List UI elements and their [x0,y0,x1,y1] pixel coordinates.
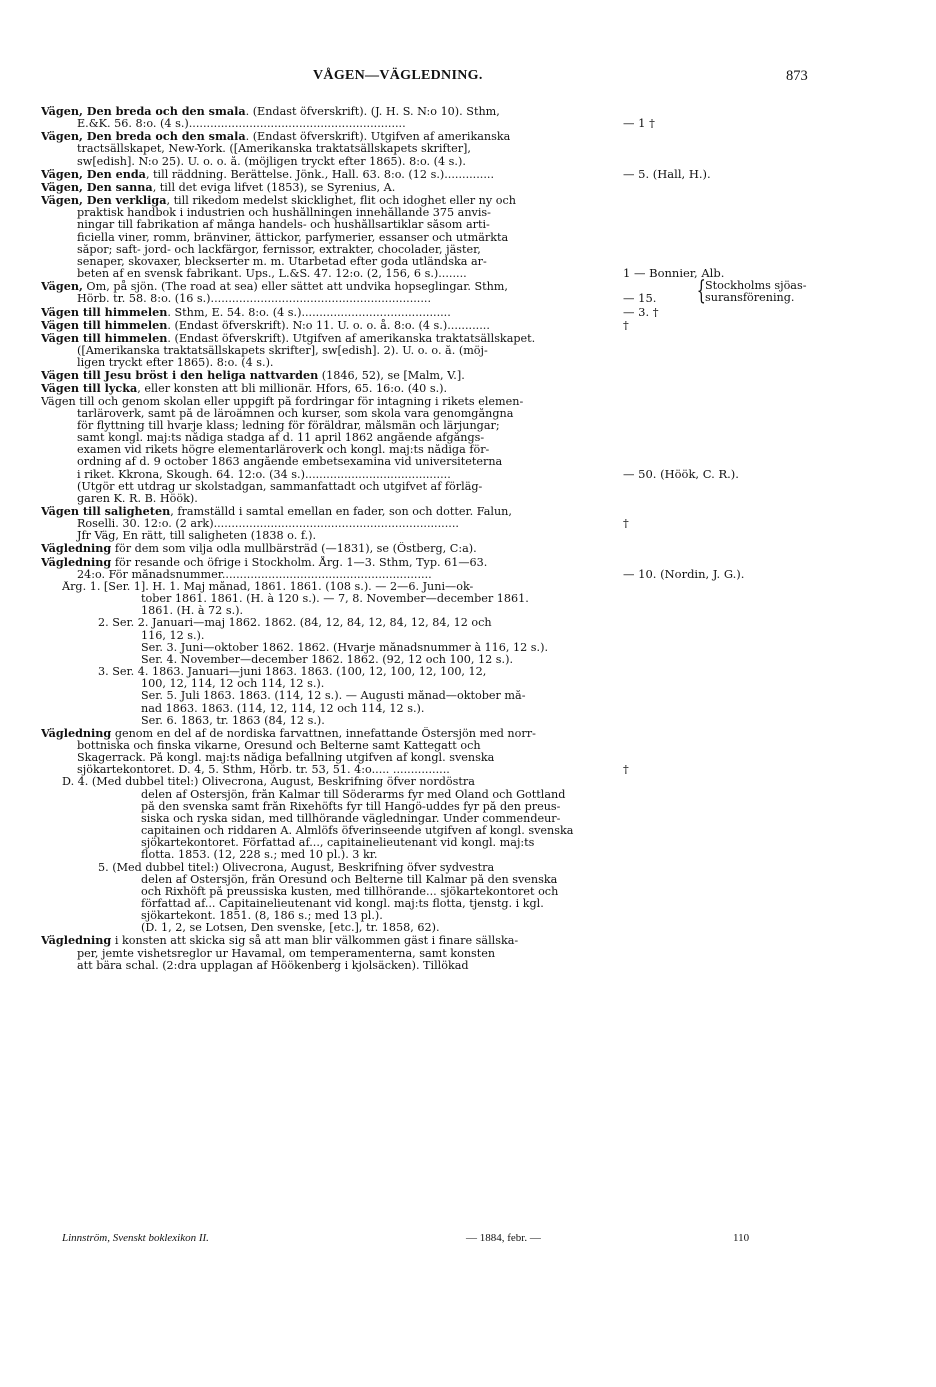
entry-line: flotta. 1853. (12, 228 s.; med 10 pl.). 3 kr. [141,849,378,862]
entry-line: Vägen, Den breda och den smala. (Endast öfverskrift). Utgifven af amerikanska [41,130,511,144]
entry-price-publisher: — 5. (Hall, H.). [623,166,711,181]
catalog-entry [41,542,621,555]
entry-line: Vägen till saligheten, framställd i samtal emellan en fader, son och dotter. Falun, [41,505,512,518]
entry-line: Årg. 1. [Ser. 1]. H. 1. Maj månad, 1861. 1861. (108 s.). — 2—6. Juni—ok- [62,580,474,593]
footer-sheet-number: 110 [733,1232,750,1244]
entry-line: per, jemte vishetsreglor ur Havamal, om temperamenterna, samt konsten [77,947,496,960]
entry-line: capitainen och riddaren A. Almlöfs öfverinseende utgifven af kongl. svenska [141,825,574,838]
catalog-entry [41,395,739,505]
publisher-line: Stockholms sjöas- [705,280,807,293]
page-number: 873 [786,68,808,84]
catalog-entry [41,726,629,777]
entry-line: siska och ryska sidan, med tillhörande vägledningar. Under commendeur- [141,812,561,825]
catalog-entry [41,130,621,167]
entry-line: garen K. R. B. Höök). [77,492,198,505]
entry-line: Skagerrack. På kongl. maj:ts nådiga befallning utgifven af kongl. svenska [77,752,495,765]
entry-line: ([Amerikanska traktatsällskapets skrifter], sw[edish]. 2). U. o. o. å. (möj- [77,344,488,357]
entry-line: Vägen, Om, på sjön. (The road at sea) eller sättet att undvika hopseglingar. Sthm, [41,280,508,294]
entry-line: delen af Östersjön, från Öresund och Belterne till Kalmar på den svenska [141,873,558,886]
entry-price-publisher: 1 — Bonnier, Alb. [623,265,725,280]
catalog-entry [41,181,621,194]
entry-line: författad af... Capitainelieutenant vid kongl. maj:ts flotta, tjenstg. i kgl. [141,898,544,910]
entry-line: ficiella viner, romm, bränviner, ättickor, parfymerier, essanser och utmärkta [77,231,509,244]
entry-line: Ser. 4. November—december 1862. 1862. (92, 12 och 100, 12 s.). [141,653,514,666]
entry-line: sjökartekontoret. Författad af..., capitainelieutenant vid kongl. maj:ts [141,837,535,850]
catalog-entry [41,105,655,131]
catalog-entry [41,166,711,181]
catalog-entry [41,304,659,319]
entry-line: Vägledning för dem som vilja odla mullbärsträd (—1831), se (Östberg, C:a). [41,542,477,556]
entry-line: Vägen till lycka, eller konsten att bli millionär. Hfors, 65. 16:o. (40 s.). [41,382,448,396]
entry-line: praktisk handbok i industrien och hushållningen innehållande 375 anvis- [77,207,491,220]
catalog-entry [41,505,629,543]
entry-line: Hörb. tr. 58. 8:o. (16 s.).............................................................. [77,293,432,306]
entry-line: Ser. 6. 1863, tr. 1863 (84, 12 s.). [141,714,325,727]
entry-line: sw[edish]. N:o 25). U. o. o. å. (möjligen tryckt efter 1865). 8:o. (4 s.). [77,155,466,168]
entry-line: nad 1863. 1863. (114, 12, 114, 12 och 114, 12 s.). [141,702,425,715]
entry-line: (Utgör ett utdrag ur skolstadgan, sammanfattadt och utgifvet af förläg- [77,480,483,493]
entry-line: sjökartekontoret. D. 4, 5. Sthm, Hörb. tr. 53, 51. 4:o..... ................ [77,764,450,777]
catalog-entry [41,332,621,369]
entry-line: E.&K. 56. 8:o. (4 s.)............................................................. [77,118,406,131]
entries-list [41,105,807,972]
entry-price-publisher: — 1 † [623,116,655,131]
entry-line: ningar till fabrikation af många handels- och hushållsartiklar såsom arti- [77,219,490,232]
catalog-entry [41,934,621,971]
catalog-entry [41,369,621,382]
entry-line: delen af Östersjön, från Kalmar till Söderarms fyr med Öland och Gottland [141,788,566,801]
entry-line: Vägen, Den enda, till räddning. Berättelse. Jönk., Hall. 63. 8:o. (12 s.).............. [41,167,495,181]
entry-line: tarläroverk, samt på de läroämnen och kurser, som skola vara genomgångna [77,407,514,420]
entry-line: D. 4. (Med dubbel titel:) Olivecrona, August, Beskrifning öfver nordöstra [62,776,475,789]
entry-line: Vägledning i konsten att skicka sig så att man blir välkommen gäst i finare sällska- [41,934,519,948]
entry-line: 1861. (H. à 72 s.). [141,605,244,618]
entry-line: för flyttning till hvarje klass; ledning för föräldrar, målsmän och lärjungar; [77,419,500,432]
entry-price-publisher: — 10. (Nordin, J. G.). [623,566,745,581]
catalog-entry [41,194,725,281]
catalog-entry [41,276,807,307]
entry-price-publisher: † [623,516,629,531]
entry-line: ordning af d. 9 october 1863 angående embetsexamina vid universiteterna [77,456,503,469]
entry-line: Vägen, Den verkliga, till rikedom medelst skicklighet, flit och idoghet eller ny och [41,194,516,208]
entry-line: 116, 12 s.). [141,629,205,642]
entry-line: Vägen till himmelen. (Endast öfverskrift). Utgifven af amerikanska traktatsällskapet. [41,331,536,345]
entry-line: ligen tryckt efter 1865). 8:o. (4 s.). [77,357,274,370]
entry-line: tractsällskapet, New-York. ([Amerikanska traktatsällskapets skrifter], [77,143,471,156]
catalog-entry [41,776,621,934]
entry-price-publisher: — 3. † [623,304,659,319]
entry-line: Vägen till Jesu bröst i den heliga nattvarden (1846, 52), se [Malm, V.]. [41,369,465,383]
entry-line: i riket. Kkrona, Skough. 64. 12:o. (34 s.)......................................... [77,468,451,481]
catalog-entry [41,382,621,395]
entry-line: 24:o. För månadsnummer........................................................... [77,568,432,581]
entry-line: Vägen, Den sanna, till det eviga lifvet (1853), se Syrenius, A. [41,180,396,194]
entry-line: Roselli. 30. 12:o. (2 ark)..................................................................... [77,518,459,531]
entry-line: att bära schal. (2:dra upplagan af Höökenberg i kjolsäcken). Tillökad [77,959,469,972]
entry-line: tober 1861. 1861. (H. à 120 s.). — 7, 8. November—december 1861. [141,593,529,606]
entry-line: 100, 12, 114, 12 och 114, 12 s.). [141,678,325,691]
footer-date: — 1884, febr. — [466,1232,541,1244]
entry-line: på den svenska samt från Rixehöfts fyr till Hangö-uddes fyr på den preus- [141,800,561,813]
entry-line: Ser. 3. Juni—oktober 1862. 1862. (Hvarje månadsnummer à 116, 12 s.). [141,641,549,654]
entry-line: sjökartekont. 1851. (8, 186 s.; med 13 pl.). [141,910,383,923]
entry-line: bottniska och finska vikarne, Öresund och Belterne samt Kattegatt och [77,739,481,752]
entry-line: Vägen till himmelen. Sthm, E. 54. 8:o. (4 s.).......................................... [41,305,451,319]
footer-source: Linnström, Svenskt boklexikon II. [62,1232,209,1244]
entry-line: 3. Ser. 4. 1863. Januari—juni 1863. 1863. (100, 12, 100, 12, 100, 12, [98,666,487,679]
entry-price-publisher: † [623,317,629,332]
entry-price-publisher: — 15. [623,291,657,306]
entry-line: samt kongl. maj:ts nådiga stadga af d. 11 april 1862 angående afgångs- [77,432,485,445]
catalog-entry [41,317,629,332]
entry-line: Vägledning för resande och öfrige i Stockholm. Årg. 1—3. Sthm, Typ. 61—63. [41,555,488,569]
entry-line: beten af en svensk fabrikant. Ups., L.&S. 47. 12:o. (2, 156, 6 s.)........ [77,268,467,281]
page-title: VÅGEN—VÄGLEDNING. [313,68,483,83]
catalog-entry [41,581,621,727]
entry-line: Vägen, Den breda och den smala. (Endast öfverskrift). (J. H. S. N:o 10). Sthm, [41,105,500,118]
catalog-entry [41,555,745,581]
entry-line: (D. 1, 2, se Lotsen, Den svenske, [etc.], tr. 1858, 62). [141,922,440,935]
brace-glyph: { [696,276,706,307]
publisher-line: suransförening. [705,292,795,305]
entry-line: Ser. 5. Juli 1863. 1863. (114, 12 s.). — Augusti månad—oktober må- [141,690,526,703]
entry-line: 2. Ser. 2. Januari—maj 1862. 1862. (84, 12, 84, 12, 84, 12, 84, 12 och [98,617,492,630]
entry-line: examen vid rikets högre elementarläroverk och kongl. maj:ts nådiga för- [77,444,490,457]
entry-line: 5. (Med dubbel titel:) Olivecrona, August, Beskrifning öfver sydvestra [98,861,495,874]
entry-line: Vägen till och genom skolan eller uppgift på fordringar för intagning i rikets elemen- [41,395,524,408]
entry-line: Jfr Väg, En rätt, till saligheten (1838 o. f.). [77,530,317,543]
entry-line: senaper, skovaxer, bleckserter m. m. Utarbetad efter goda utländska ar- [77,255,487,268]
entry-line: såpor; saft- jord- och lackfärgor, fernissor, extrakter, chocolader, jäster, [77,243,481,256]
entry-price-publisher: † [623,762,629,777]
entry-line: och Rixhöft på preussiska kusten, med tillhörande... sjökartekontoret och [141,885,559,898]
entry-price-publisher: — 50. (Höök, C. R.). [623,467,739,482]
entry-line: Vägen till himmelen. (Endast öfverskrift). N:o 11. U. o. o. å. 8:o. (4 s.)............ [41,318,490,332]
entry-line: Vägledning genom en del af de nordiska farvattnen, innefattande Östersjön med norr- [41,726,536,740]
